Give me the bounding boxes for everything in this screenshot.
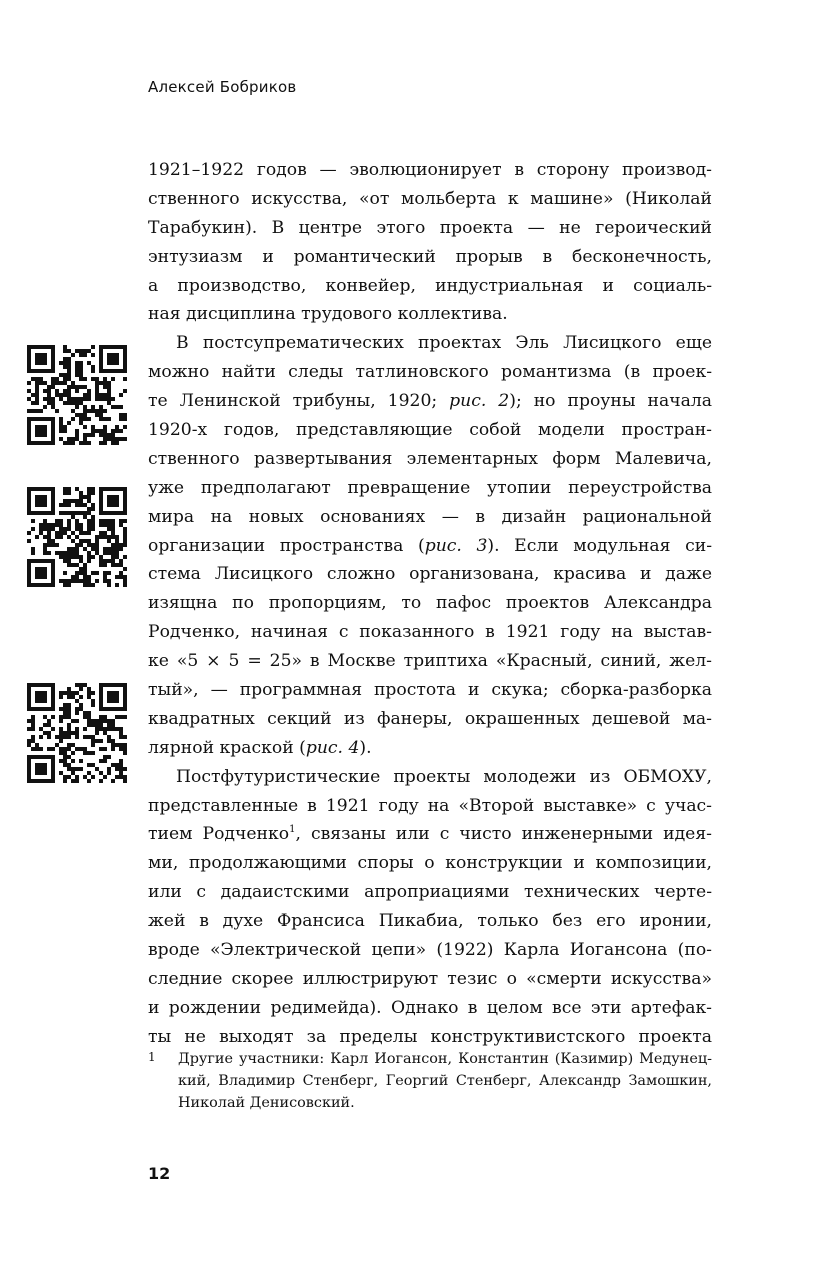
text-line: Постфутуристические проекты молодежи из ОБМОХУ, <box>176 766 712 787</box>
text-line: ственного развертывания элементарных форм Малевича, <box>148 448 712 469</box>
text-line: Тарабукин). В центре этого проекта — не героический <box>148 217 712 238</box>
text-line: те Ленинской трибуны, 1920; рис. 2); но проуны начала <box>148 391 712 412</box>
text-line: ке «5 × 5 = 25» в Москве триптиха «Красный, синий, жел- <box>148 651 712 672</box>
figure-ref[interactable]: рис. 4 <box>305 737 360 758</box>
footnote-line: кий, Владимир Стенберг, Георгий Стенберг, Александр Замошкин, <box>178 1073 712 1089</box>
text-line: ная дисциплина трудового коллектива. <box>148 304 508 325</box>
running-header-author: Алексей Бобриков <box>148 78 297 96</box>
footnote-mark: 1 <box>148 1050 156 1064</box>
text-line: ты не выходят за пределы конструктивистского проекта <box>148 1026 712 1047</box>
text-line: мира на новых основаниях — в дизайн рациональной <box>148 506 712 527</box>
text-line: а производство, конвейер, индустриальная и социаль- <box>148 275 712 296</box>
footnote-ref[interactable]: 1 <box>289 824 296 836</box>
text-line: 1920-х годов, представляющие собой модели простран- <box>148 420 712 441</box>
text-line: квадратных секций из фанеры, окрашенных дешевой ма- <box>148 708 712 729</box>
text-line: можно найти следы татлиновского романтизма (в проек- <box>148 362 712 383</box>
text-line: жей в духе Франсиса Пикабиа, только без его иронии, <box>148 911 712 932</box>
figure-ref[interactable]: рис. 3 <box>424 535 488 556</box>
footnote <box>148 1048 712 1114</box>
text-line: тием Родченко$^1$, связаны или с чисто инженерными идея- <box>148 824 712 845</box>
text-line: ственного искусства, «от мольберта к машине» (Николай <box>148 188 712 209</box>
text-line: представленные в 1921 году на «Второй выставке» с учас- <box>148 795 712 816</box>
text-line: и рождении редимейда). Однако в целом все эти артефак- <box>148 997 712 1018</box>
text-line: или с дадаистскими апроприациями технических черте- <box>148 882 712 903</box>
footnote-line: Другие участники: Карл Иогансон, Константин (Казимир) Медунец- <box>178 1051 712 1067</box>
text-line: изящна по пропорциям, то пафос проектов Александра <box>148 593 712 614</box>
qr-code-fig-4[interactable] <box>27 683 127 783</box>
text-line: стема Лисицкого сложно организована, красива и даже <box>148 564 712 585</box>
text-line: 1921–1922 годов — эволюционирует в сторону производ- <box>148 160 712 180</box>
text-line: следние скорее иллюстрируют тезис о «смерти искусства» <box>148 968 712 989</box>
main-text <box>148 156 712 1052</box>
text-line: организации пространства (рис. 3). Если модульная си- <box>148 535 713 556</box>
text-line: энтузиазм и романтический прорыв в бесконечность, <box>148 246 712 267</box>
text-line: уже предполагают превращение утопии переустройства <box>148 477 712 498</box>
text-line: Родченко, начиная с показанного в 1921 году на выстав- <box>148 622 712 643</box>
qr-code-fig-3[interactable] <box>27 487 127 587</box>
text-line: В постсупрематических проектах Эль Лисицкого еще <box>176 333 712 354</box>
text-line: ми, продолжающими споры о конструкции и композиции, <box>148 853 712 874</box>
text-line: тый», — программная простота и скука; сборка-разборка <box>148 680 712 701</box>
figure-ref[interactable]: рис. 2 <box>449 391 510 412</box>
footnote-line: Николай Денисовский. <box>178 1095 355 1111</box>
text-line: вроде «Электрической цепи» (1922) Карла Иогансона (по- <box>148 940 712 961</box>
page-number: 12 <box>148 1164 171 1183</box>
qr-code-fig-2[interactable] <box>27 345 127 445</box>
text-line: лярной краской (рис. 4). <box>148 737 372 758</box>
